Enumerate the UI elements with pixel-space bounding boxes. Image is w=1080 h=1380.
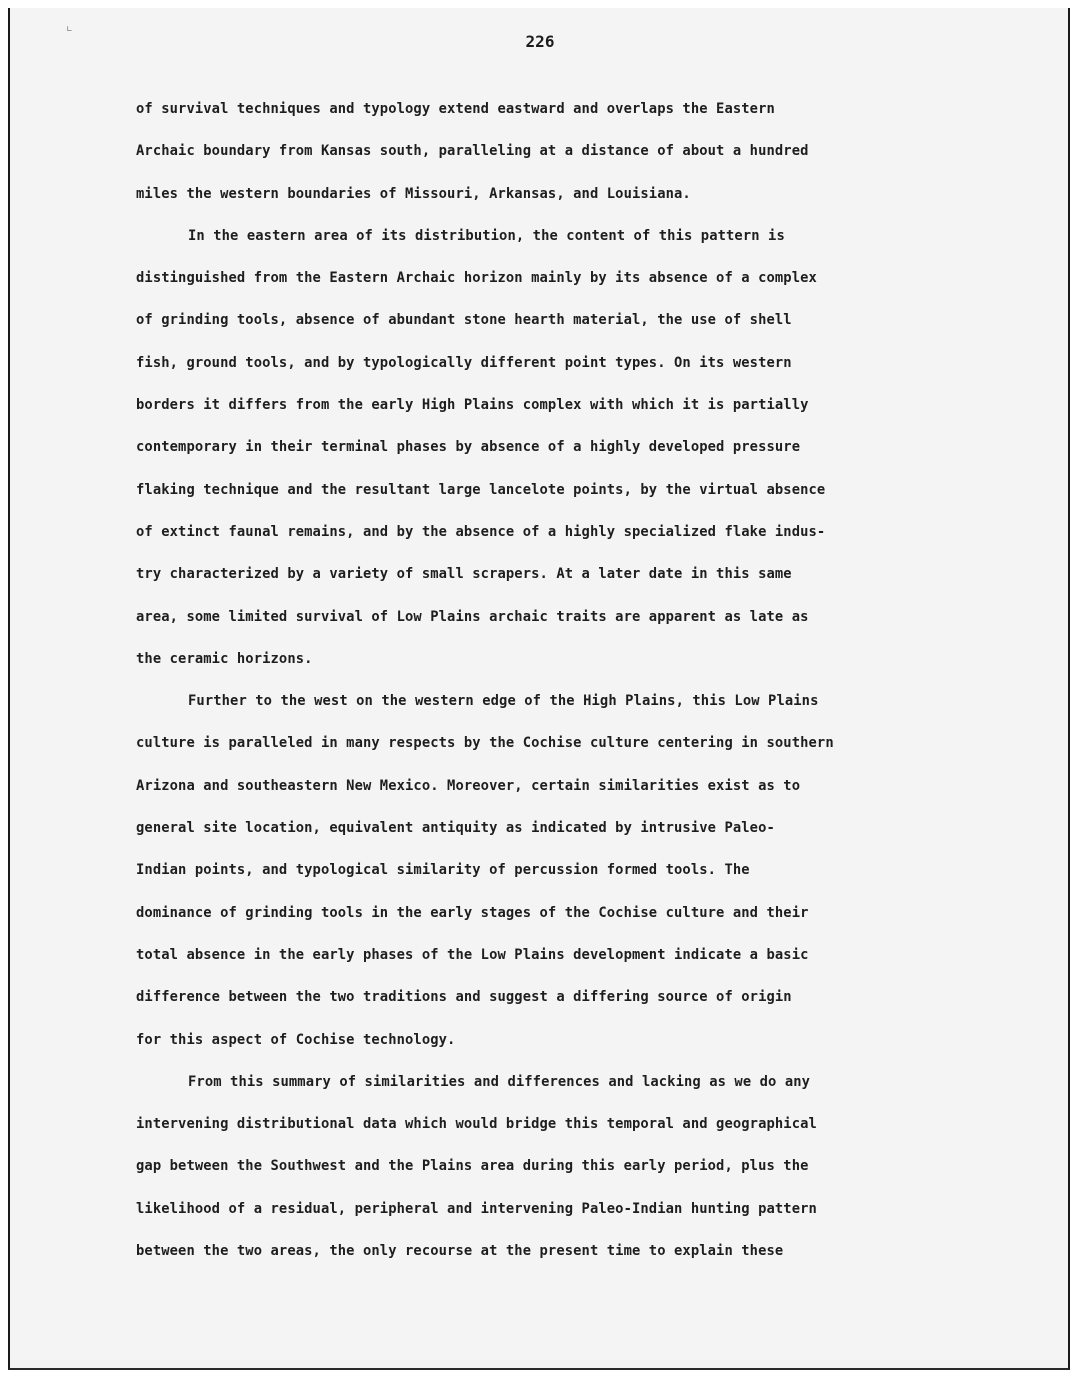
text-line: contemporary in their terminal phases by absence of a highly developed pressure: [136, 439, 801, 456]
text-line: miles the western boundaries of Missouri, Arkansas, and Louisiana.: [136, 185, 691, 202]
text-line: difference between the two traditions and suggest a differing source of origin: [136, 989, 792, 1006]
paragraph-start-line: From this summary of similarities and differences and lacking as we do any: [188, 1073, 811, 1090]
text-line: of extinct faunal remains, and by the absence of a highly specialized flake indus-: [136, 523, 826, 540]
paragraph-start-line: Further to the west on the western edge of the High Plains, this Low Plains: [188, 693, 819, 710]
text-line: area, some limited survival of Low Plains archaic traits are apparent as late as: [136, 608, 809, 625]
text-line: dominance of grinding tools in the early stages of the Cochise culture and their: [136, 904, 809, 921]
text-line: try characterized by a variety of small scrapers. At a later date in this same: [136, 566, 792, 583]
text-line: Arizona and southeastern New Mexico. Moreover, certain similarities exist as to: [136, 777, 801, 794]
text-line: likelihood of a residual, peripheral and intervening Paleo-Indian hunting pattern: [136, 1200, 817, 1217]
paragraph-start-line: In the eastern area of its distribution, the content of this pattern is: [188, 227, 785, 244]
text-line: of survival techniques and typology extend eastward and overlaps the Eastern: [136, 101, 775, 117]
text-line: Indian points, and typological similarity of percussion formed tools. The: [136, 862, 750, 879]
text-line: between the two areas, the only recourse at the present time to explain these: [136, 1243, 784, 1260]
text-line: flaking technique and the resultant large lancelote points, by the virtual absence: [136, 481, 826, 498]
text-line: fish, ground tools, and by typologically different point types. On its western: [136, 354, 792, 371]
text-line: borders it differs from the early High Plains complex with which it is partially: [136, 397, 809, 414]
text-line: the ceramic horizons.: [136, 650, 313, 667]
text-line: for this aspect of Cochise technology.: [136, 1031, 456, 1048]
text-line: Archaic boundary from Kansas south, paralleling at a distance of about a hundred: [136, 143, 809, 160]
text-line: of grinding tools, absence of abundant stone hearth material, the use of shell: [136, 312, 792, 329]
page-number: 226: [525, 32, 555, 51]
body-text: [136, 93, 1016, 1277]
text-line: culture is paralleled in many respects by the Cochise culture centering in southern: [136, 735, 834, 752]
text-line: intervening distributional data which would bridge this temporal and geographical: [136, 1116, 817, 1133]
text-line: total absence in the early phases of the Low Plains development indicate a basic: [136, 946, 809, 963]
margin-smudge-mark: ⌞: [66, 18, 73, 34]
text-line: distinguished from the Eastern Archaic horizon mainly by its absence of a complex: [136, 270, 817, 287]
text-line: gap between the Southwest and the Plains area during this early period, plus the: [136, 1158, 809, 1175]
text-line: general site location, equivalent antiquity as indicated by intrusive Paleo-: [136, 820, 775, 837]
